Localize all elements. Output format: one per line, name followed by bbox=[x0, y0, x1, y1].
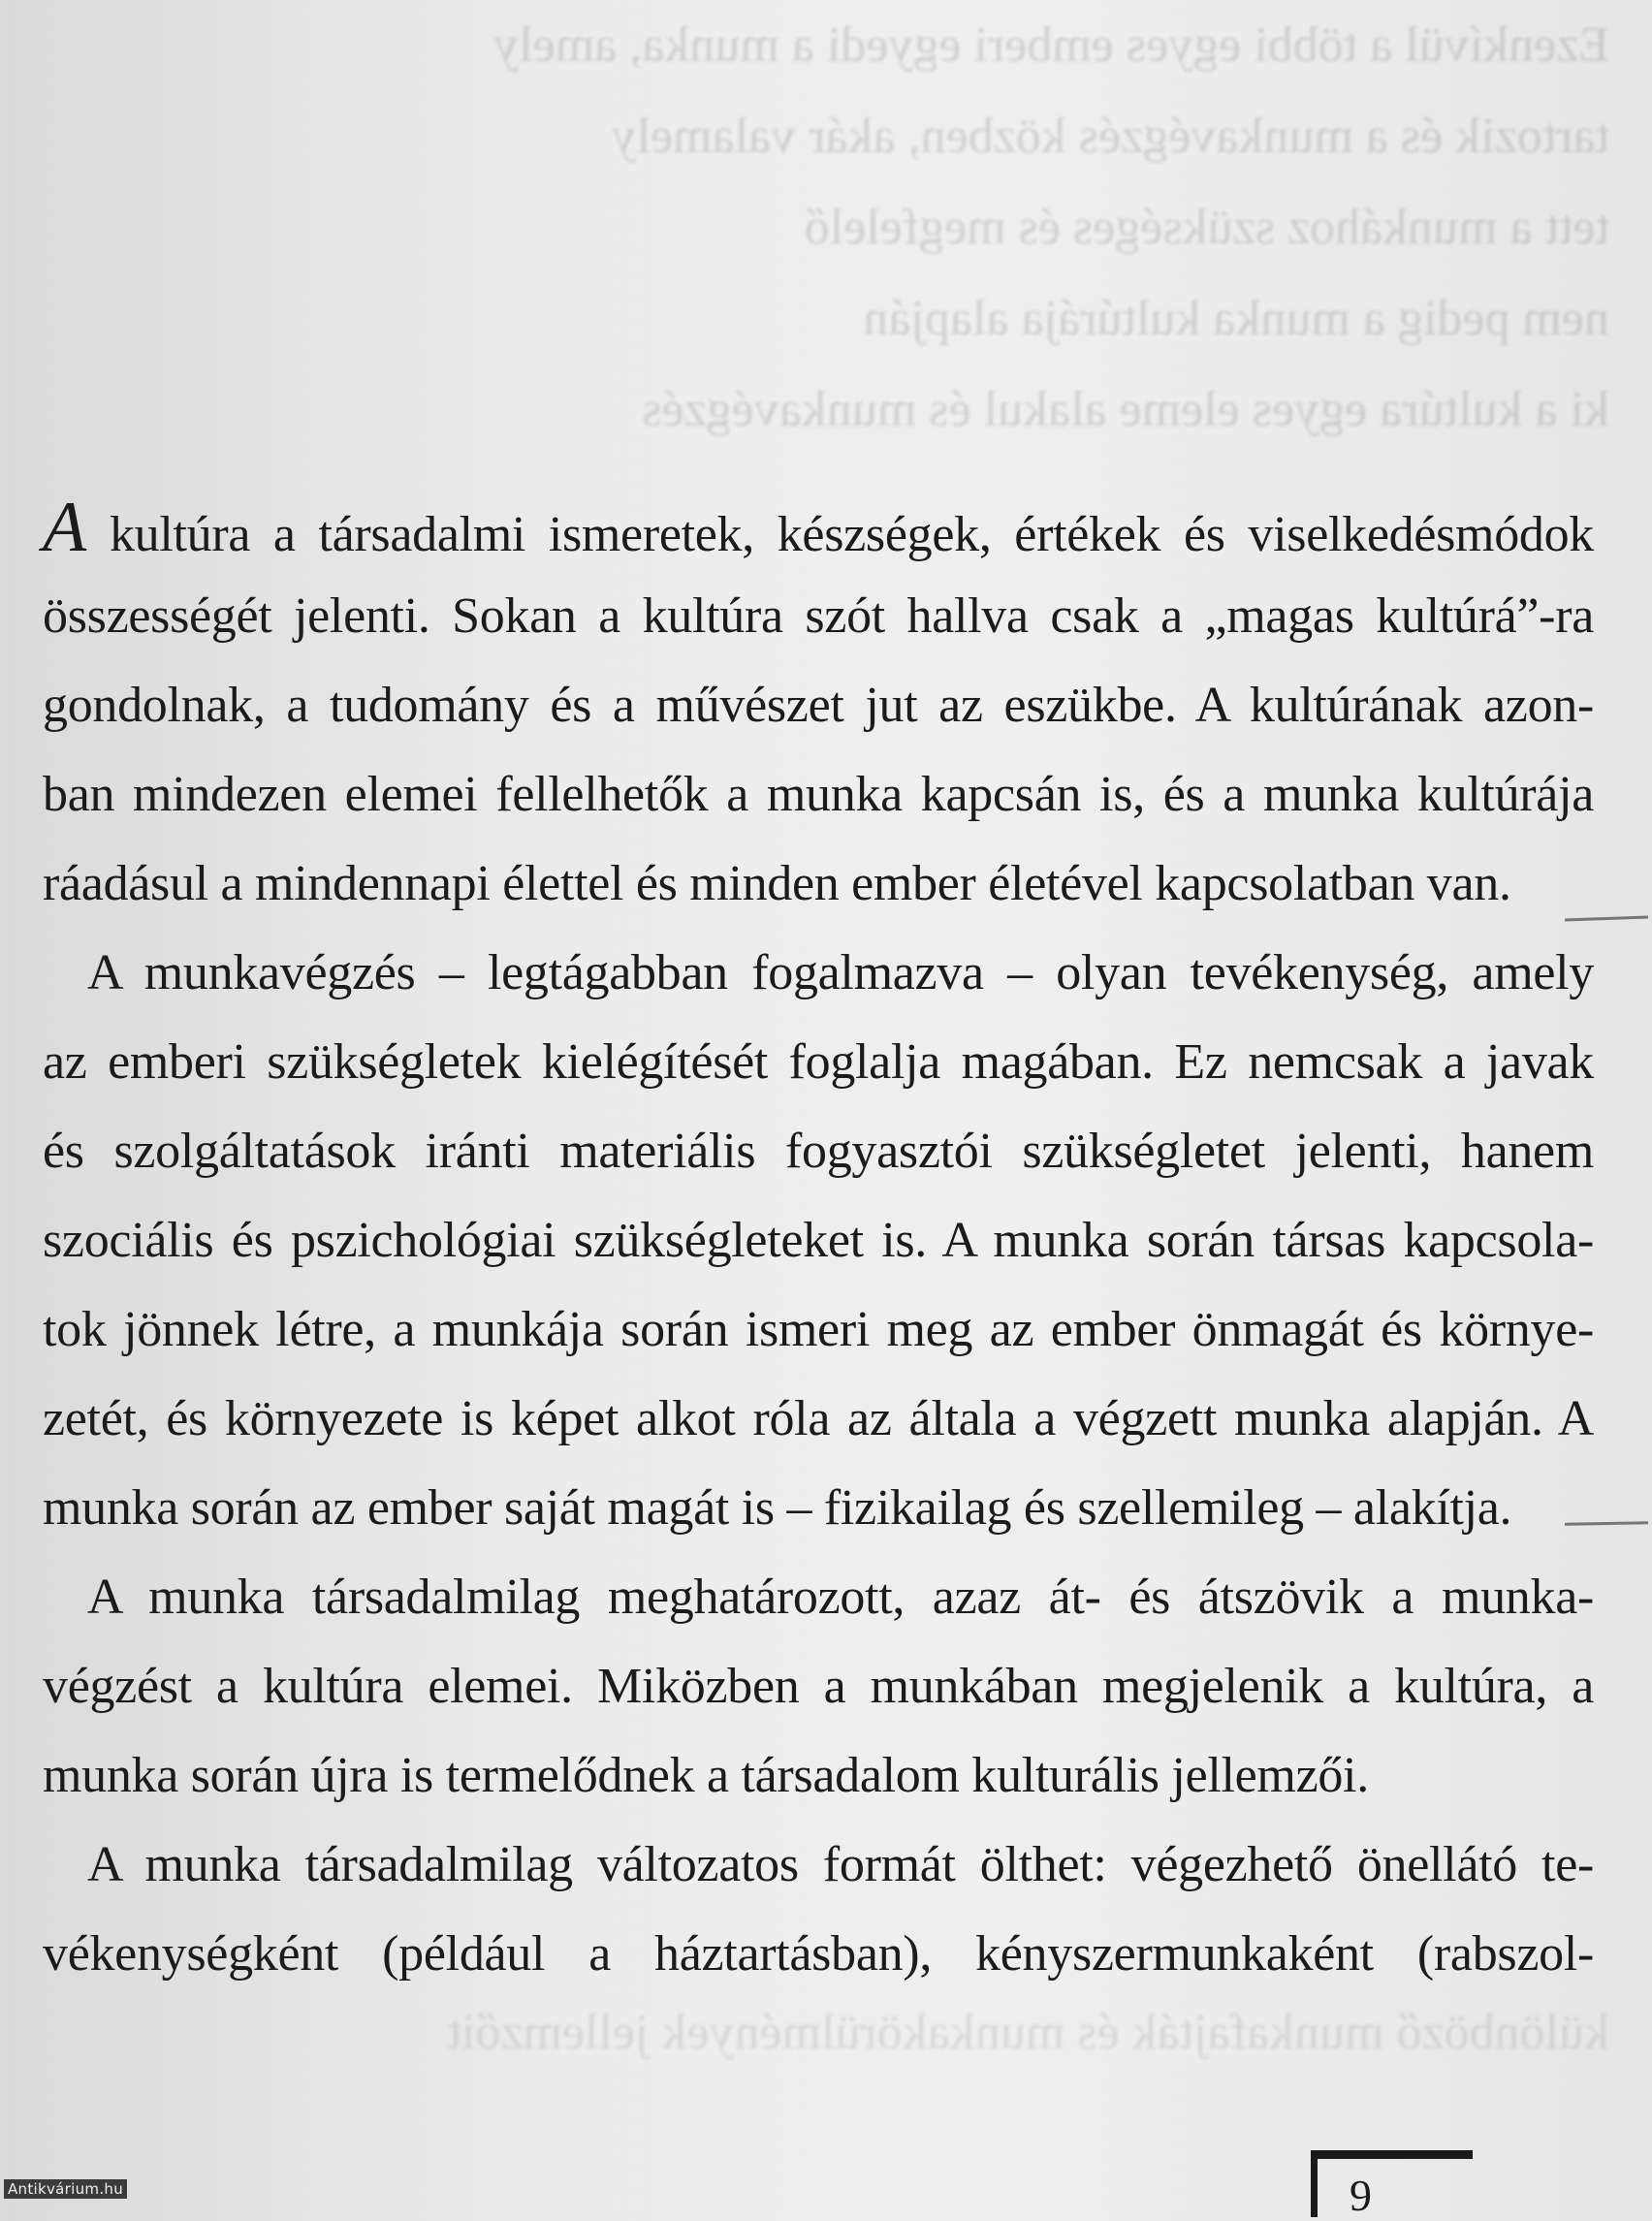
text-line: az emberi szükségletek kielégítését foglalja magában. Ez nemcsak a javak bbox=[43, 1034, 1594, 1090]
show-through-text bbox=[58, 0, 1609, 456]
text-line: A munkavégzés – legtágabban fogalmazva – olyan tevékenység, amely bbox=[87, 945, 1594, 1000]
show-through-text bbox=[58, 1987, 1609, 2075]
paragraph-4 bbox=[43, 1821, 1594, 1999]
text-line: vékenységként (például a háztartásban), kényszermunkaként (rabszol- bbox=[43, 1926, 1594, 1982]
drop-cap: A bbox=[43, 488, 87, 567]
text-line: összességét jelenti. Sokan a kultúra szót hallva csak a „magas kultúrá”-ra bbox=[43, 588, 1594, 644]
text-line bbox=[43, 483, 1594, 572]
text-line: munka során az ember saját magát is – fizikailag és szellemileg – alakítja. bbox=[43, 1480, 1512, 1536]
text-line: tok jönnek létre, a munkája során ismeri meg az ember önmagát és környe- bbox=[43, 1302, 1594, 1357]
text-line: ráadásul a mindennapi élettel és minden ember életével kapcsolatban van. bbox=[43, 856, 1511, 911]
paragraph-3 bbox=[43, 1553, 1594, 1821]
paragraph-1 bbox=[43, 483, 1594, 929]
text-line: munka során újra is termelődnek a társadalom kulturális jellemzői. bbox=[43, 1748, 1369, 1803]
watermark-label: Antikvárium.hu bbox=[4, 2179, 127, 2199]
text-line: végzést a kultúra elemei. Miközben a munkában megjelenik a kultúra, a bbox=[43, 1659, 1594, 1714]
text-line: zetét, és környezete is képet alkot róla az általa a végzett munka alapján. A bbox=[43, 1391, 1594, 1446]
text-line: gondolnak, a tudomány és a művészet jut az eszükbe. A kultúrának azon- bbox=[43, 678, 1594, 733]
show-through-line: tartozik és a munkavégzés közben, akár valamely bbox=[611, 109, 1609, 164]
text-line: A munka társadalmilag meghatározott, azaz át- és átszövik a munka- bbox=[87, 1570, 1594, 1625]
body-text bbox=[43, 483, 1594, 1999]
paragraph-2 bbox=[43, 929, 1594, 1553]
show-through-line: Ezenkívül a többi egyes emberi egyedi a munka, amely bbox=[493, 17, 1609, 73]
text-line: A munka társadalmilag változatos formát ölthet: végezhető önellátó te- bbox=[87, 1837, 1594, 1892]
text-line-content: kultúra a társadalmi ismeretek, készségek, értékek és viselkedésmódok bbox=[86, 507, 1594, 562]
margin-mark bbox=[1565, 1521, 1648, 1526]
show-through-line: tett a munkához szükséges és megfelelő bbox=[804, 200, 1609, 255]
page-number: 9 bbox=[1350, 2171, 1372, 2220]
show-through-line: különböző munkafajták és munkakörülmények jellemzőit bbox=[447, 2005, 1609, 2060]
text-line: és szolgáltatások iránti materiális fogyasztói szükségletet jelenti, hanem bbox=[43, 1124, 1594, 1179]
show-through-line: nem pedig a munka kultúrája alapján bbox=[863, 291, 1609, 346]
text-line: ban mindezen elemei fellelhetők a munka kapcsán is, és a munka kultúrája bbox=[43, 767, 1594, 822]
show-through-line: ki a kultúra egyes eleme alakul és munkavégzés bbox=[642, 382, 1609, 437]
page-number-frame bbox=[1311, 2150, 1473, 2217]
text-line: szociális és pszichológiai szükségleteket is. A munka során társas kapcsola- bbox=[43, 1213, 1594, 1268]
